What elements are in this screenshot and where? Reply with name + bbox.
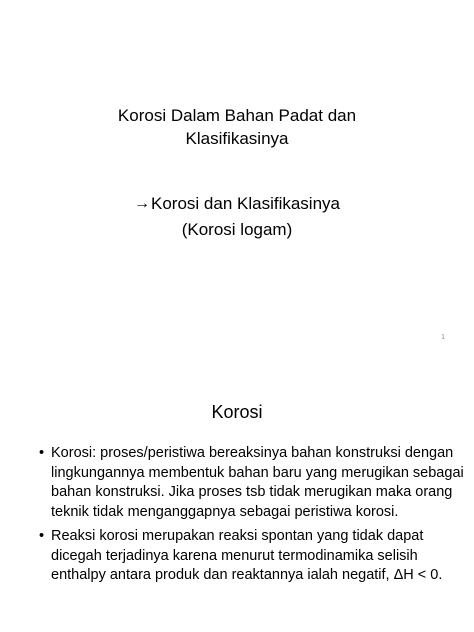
slide-1-title-line-1: Korosi Dalam Bahan Padat dan	[117, 106, 357, 125]
bullet-dot-icon: •	[39, 528, 45, 544]
slide-1-subtitle	[20, 191, 454, 243]
slide-1-title	[20, 104, 454, 150]
bullet-item-1	[39, 444, 464, 522]
slide-1-subtitle-text-1: Korosi dan Klasifikasinya	[151, 194, 340, 213]
slide-1-title-line-2: Klasifikasinya	[185, 129, 289, 148]
slide-2	[0, 356, 474, 632]
slide-1-subtitle-line-1	[20, 191, 454, 217]
bullet-list	[39, 444, 464, 591]
slide-2-title: Korosi	[211, 402, 263, 422]
bullet-text-1: Korosi: proses/peristiwa bereaksinya bahan konstruksi dengan lingkungannya membentuk bahan baru yang merugikan sebagai bahan konstruksi. Jika proses tsb tidak merugikan maka orang teknik tidak menganggapnya sebagai peristiwa korosi.	[51, 445, 464, 520]
page-number: 1	[441, 334, 445, 341]
bullet-dot-icon: •	[39, 445, 45, 461]
bullet-text-2: Reaksi korosi merupakan reaksi spontan yang tidak dapat dicegah terjadinya karena menurut termodinamika selisih enthalpy antara produk dan reaktannya ialah negatif, ΔH < 0.	[51, 528, 443, 583]
bullet-item-2	[39, 527, 464, 586]
slide-1-subtitle-line-2: (Korosi logam)	[181, 220, 293, 239]
arrow-right-icon: →	[134, 195, 150, 212]
